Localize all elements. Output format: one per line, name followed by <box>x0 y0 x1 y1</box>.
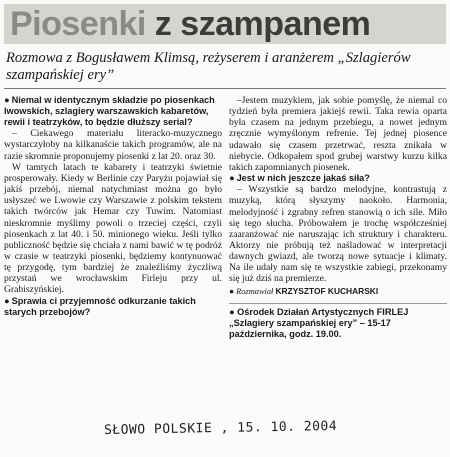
handwritten-source-note: SŁOWO POLSKIE , 15. 10. 2004 <box>103 418 338 439</box>
standfirst: Rozmowa z Bogusławem Klimsą, reżyserem i aranżerem „Szlagierów szampańskiej ery” <box>6 50 411 83</box>
column-right <box>229 95 447 340</box>
bullet-icon: ● <box>4 295 10 306</box>
bullet-icon: ● <box>229 173 235 184</box>
bullet-icon: ● <box>229 306 235 317</box>
headline <box>4 4 446 44</box>
column-left <box>4 95 222 318</box>
question-2-text: Sprawia ci przyjemność odkurzanie takich starych przebojów? <box>4 295 196 317</box>
bullet-icon: ● <box>229 286 235 296</box>
event-info-text: Ośrodek Działań Artystycznych FIRLEJ „Szlagiery szampańskiej ery” – 15-17 października, godz. 19.00. <box>229 306 409 340</box>
event-info <box>229 303 447 341</box>
headline-word-2: z szampanem <box>154 5 371 43</box>
byline <box>229 286 447 297</box>
byline-label: Rozmawiał <box>236 286 274 296</box>
byline-author: KRZYSZTOF KUCHARSKI <box>275 285 379 296</box>
answer-3-para: – Wszystkie są bardzo melodyjne, kontrastują z muzyką, którą słyszymy naokoło. Harmonia, melodyjność i zgrabny refren stanowią o ich sile. Miło się tego słucha. Próbowałem je trochę współcześniej zaaranżować nie naruszając ich struktury i charakteru. Aktorzy nie próbują też naśladować w interpretacji dawnych gwiazd, ale tworzą nowe sytuacje i klimaty. Na ile udały nam się te wszystkie zabiegi, przekonamy się już dziś na premierze. <box>229 184 447 285</box>
answer-1-para-2: W tamtych latach te kabarety i teatrzyki świetnie prosperowały. Kiedy w Berlinie czy Paryżu pojawiał się jakiś przebój, niemal natychmiast można go było usłyszeć we Lwowie czy Warszawie z polskim tekstem takich twórców jak Hemar czy Tuwim. Natomiast nieskromnie myślimy powoli o trzeciej części, czyli piosenkach z lat 40. i 50. minionego wieku. Jeśli tylko publiczność będzie się chciała z nami bawić w tę podróż w czasie w teatrzyki piosenki, będziemy kontynuować tę przygodę, tym bardziej że znaleźliśmy życzliwą przystań we wrocławskim Firleju przy ul. Grabiszyńskiej. <box>4 161 222 296</box>
bullet-icon: ● <box>4 95 10 105</box>
question-1 <box>4 95 222 128</box>
question-1-text: Niemal w identycznym składzie po piosenkach lwowskich, szlagiery warszawskich kabaretów, rewii i teatrzyków, to będzie dłuższy serial? <box>4 95 215 128</box>
answer-1-para-1: – Ciekawego materiału literacko-muzycznego wystarczyłoby na kilkanaście takich programów, ale na razie skromnie proponujemy piosenki z lat 20. oraz 30. <box>4 128 222 162</box>
headline-word-1: Piosenki <box>10 5 146 43</box>
answer-2-para: –Jestem muzykiem, jak sobie pomyślę, że niemal co tydzień była premiera jakiejś rewii. Taka rewia oparta była czasem na jednym przebiegu, a nowet jednym zręcznie wymyślonym refrenie. Tej jednej piosence udawało się czasem przetrwać, reszta znikała w niebycie. Odkopałem spod grubej warstwy kurzu kilka takich zapomnianych piosenek. <box>229 95 447 173</box>
question-3 <box>229 173 447 184</box>
question-3-text: Jest w nich jeszcze jakaś siła? <box>236 173 370 184</box>
divider <box>4 88 446 89</box>
question-2 <box>4 296 222 318</box>
